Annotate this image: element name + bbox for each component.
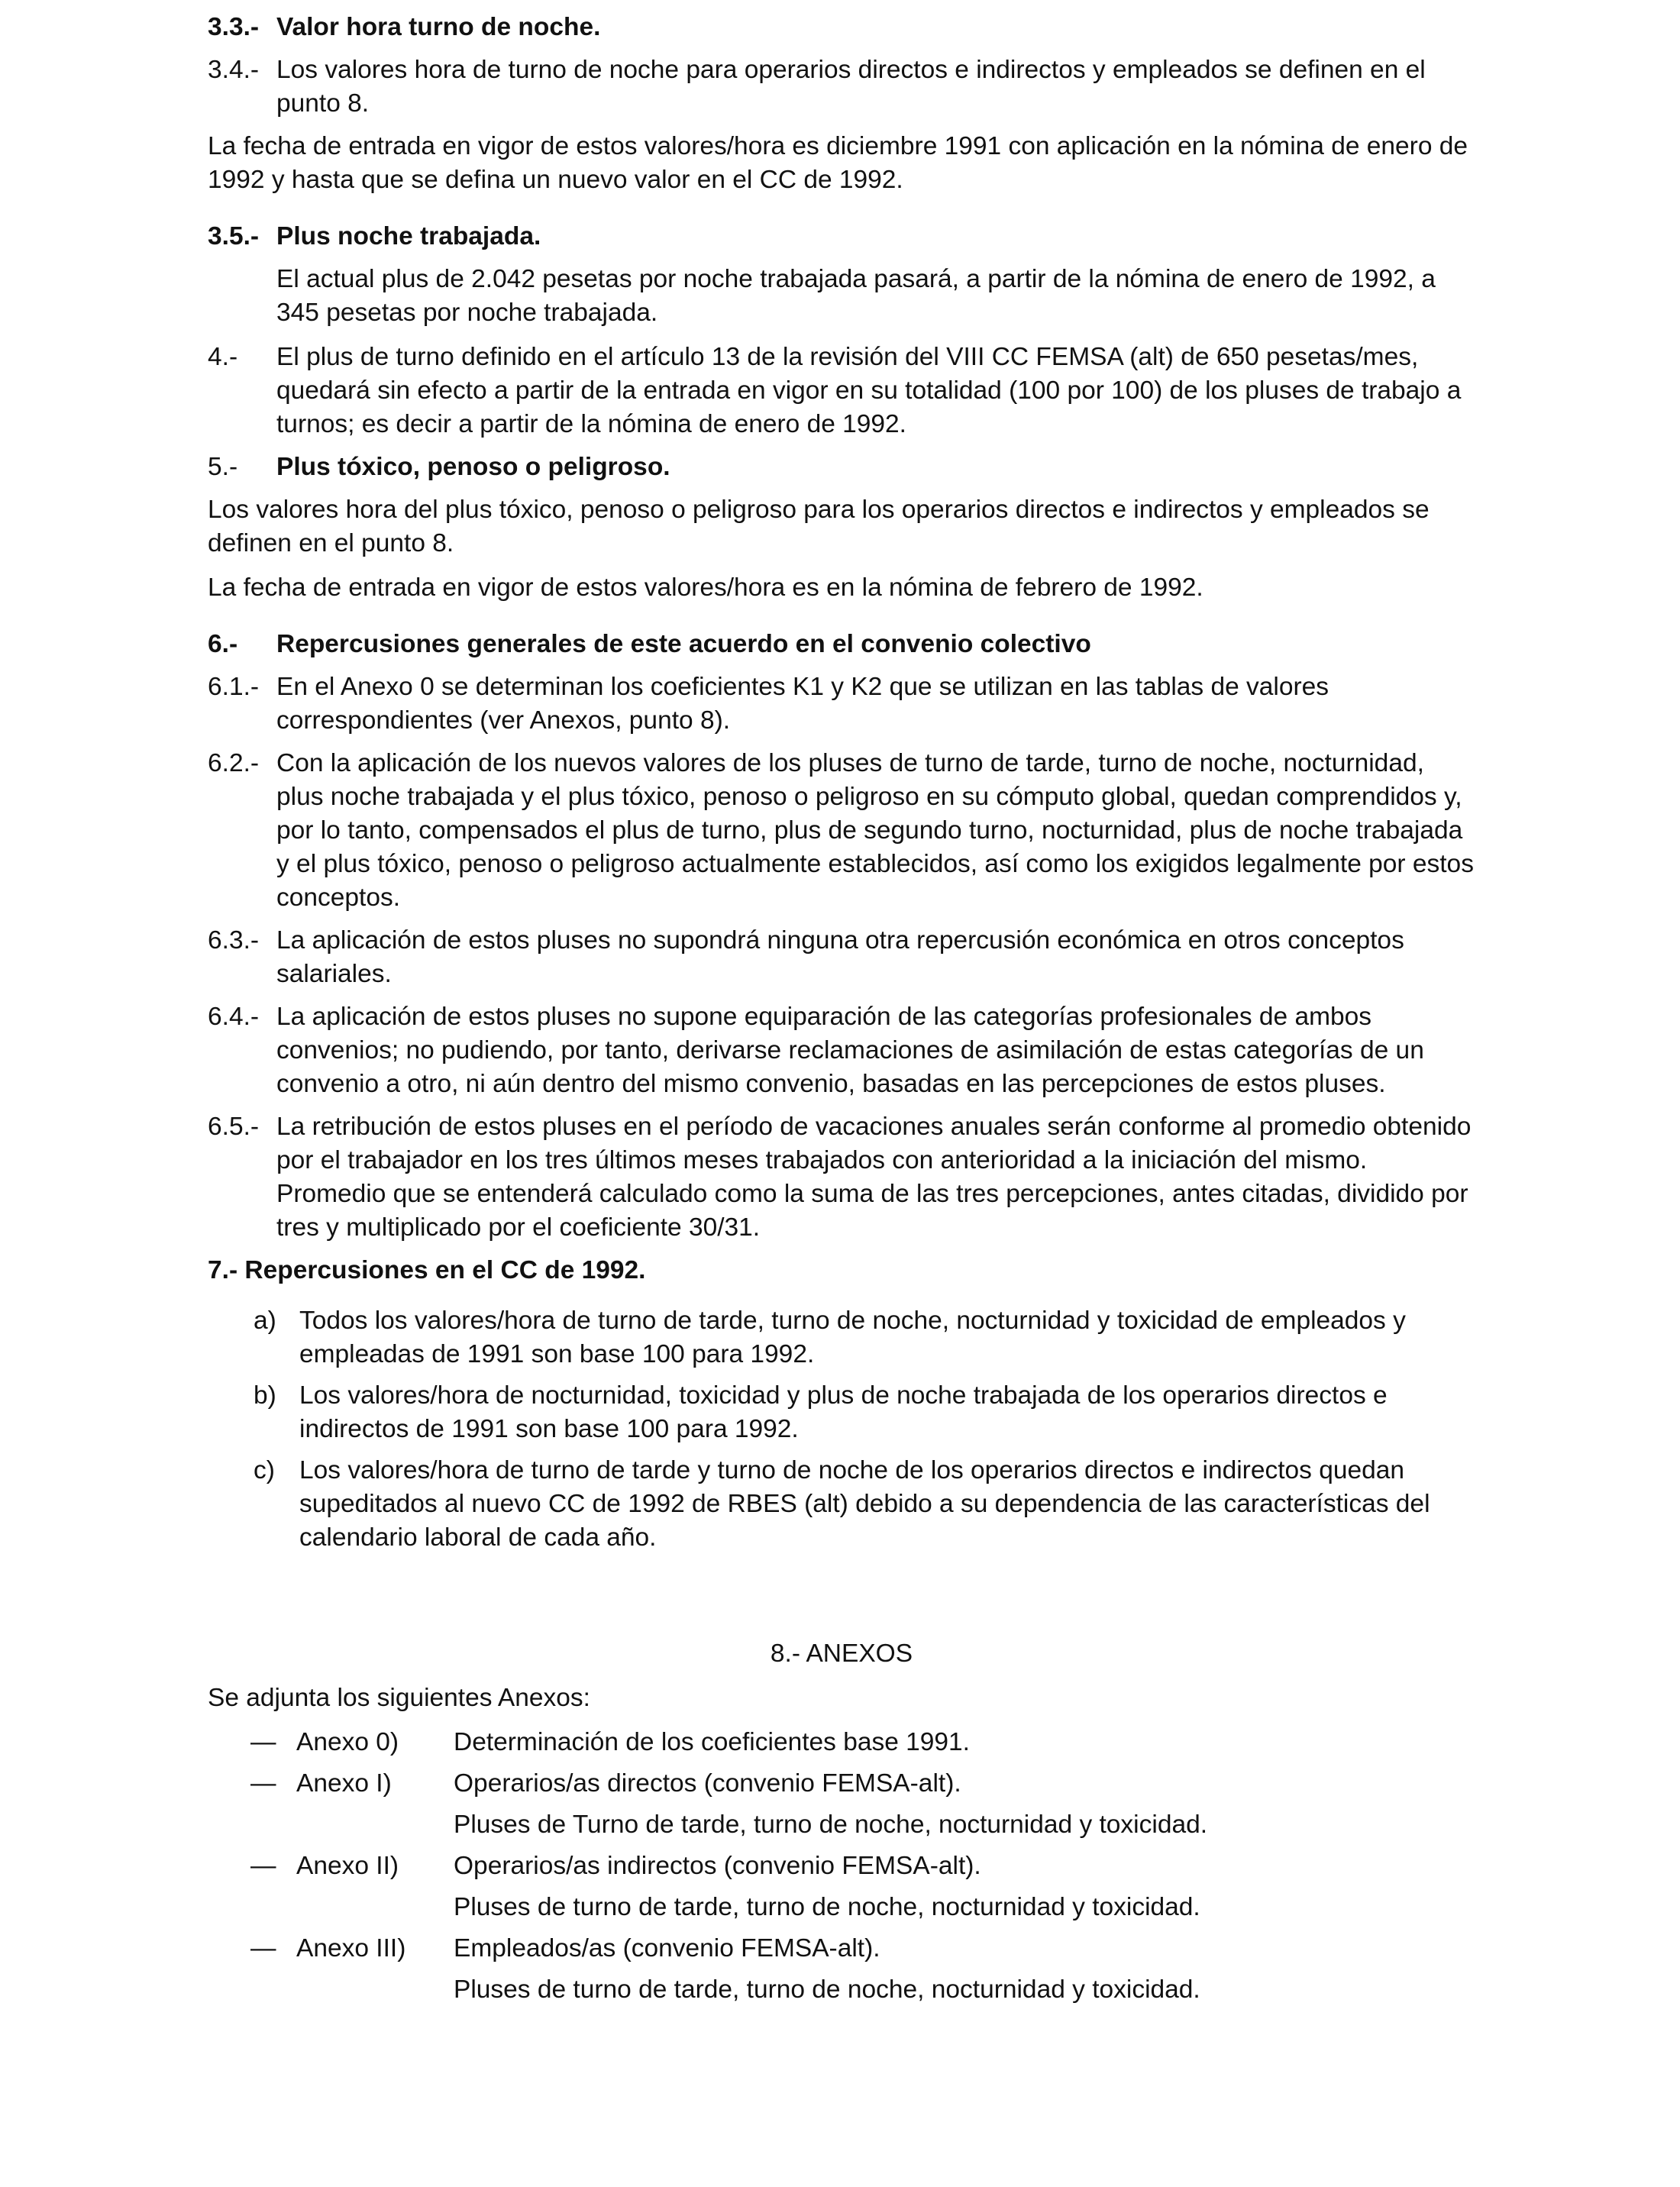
section-3-5-text: El actual plus de 2.042 pesetas por noche trabajada pasará, a partir de la nómina de enero de 1992, a 345 pesetas por noche trabajada. bbox=[276, 265, 1436, 327]
section-8-heading: 8.- ANEXOS bbox=[770, 1639, 913, 1668]
item-text: Los valores/hora de turno de tarde y turno de noche de los operarios directos e indirectos quedan supeditados al nuevo CC de 1992 de RBES (alt) debido a su dependencia de las características del calendario laboral de cada año. bbox=[299, 1456, 1430, 1552]
section-7-item-a bbox=[254, 1304, 1475, 1371]
dash-bullet: — bbox=[250, 1934, 276, 1962]
section-6-4 bbox=[208, 1000, 1475, 1101]
dash-bullet: — bbox=[250, 1852, 276, 1880]
section-4 bbox=[208, 341, 1475, 441]
anexo-row bbox=[208, 1849, 1475, 1883]
item-text: Todos los valores/hora de turno de tarde, turno de noche, nocturnidad y toxicidad de empleados y empleadas de 1991 son base 100 para 1992. bbox=[299, 1307, 1406, 1368]
anexo-label: Anexo I) bbox=[296, 1769, 392, 1798]
section-text: Los valores hora de turno de noche para operarios directos e indirectos y empleados se definen en el punto 8. bbox=[276, 56, 1426, 118]
anexo-label: Anexo 0) bbox=[296, 1728, 399, 1756]
section-3-3-heading bbox=[208, 11, 1475, 44]
anexo-description: Determinación de los coeficientes base 1991. bbox=[454, 1728, 970, 1756]
section-title: Valor hora turno de noche. bbox=[276, 13, 601, 41]
section-number: 6.5.- bbox=[208, 1113, 260, 1141]
section-number: 3.5.- bbox=[208, 222, 260, 250]
anexo-row bbox=[208, 1767, 1475, 1801]
section-number: 6.4.- bbox=[208, 1003, 260, 1031]
section-5-heading bbox=[208, 451, 1475, 484]
section-7-item-c bbox=[254, 1454, 1475, 1555]
section-number: 6.3.- bbox=[208, 926, 260, 955]
section-6-5 bbox=[208, 1110, 1475, 1245]
anexo-label: Anexo II) bbox=[296, 1852, 399, 1880]
anexo-continuation: Pluses de Turno de tarde, turno de noche, nocturnidad y toxicidad. bbox=[454, 1811, 1208, 1839]
section-7-heading: 7.- Repercusiones en el CC de 1992. bbox=[208, 1256, 646, 1284]
section-3-5-heading bbox=[208, 220, 1475, 254]
document-page bbox=[208, 11, 1475, 2014]
section-7-item-b bbox=[254, 1379, 1475, 1446]
anexo-label: Anexo III) bbox=[296, 1934, 406, 1962]
anexo-description: Empleados/as (convenio FEMSA-alt). bbox=[454, 1934, 880, 1962]
section-text: La retribución de estos pluses en el período de vacaciones anuales serán conforme al promedio obtenido por el trabajador en los tres últimos meses trabajados con anterioridad a la iniciación del mismo. Promedio que se entenderá calculado como la suma de las tres percepciones, antes citadas, dividido por tres y multiplicado por el coeficiente 30/31. bbox=[276, 1113, 1472, 1242]
anexo-row bbox=[208, 1932, 1475, 1966]
section-text: El plus de turno definido en el artículo 13 de la revisión del VIII CC FEMSA (alt) de 650 pesetas/mes, quedará sin efecto a partir de la entrada en vigor en su totalidad (100 por 100) de los pluses de trabajo a turnos; es decir a partir de la nómina de enero de 1992. bbox=[276, 343, 1462, 438]
section-6-2 bbox=[208, 747, 1475, 915]
paragraph-toxico: Los valores hora del plus tóxico, penoso o peligroso para los operarios directos e indirectos y empleados se definen en el punto 8. bbox=[208, 496, 1430, 557]
section-3-4 bbox=[208, 53, 1475, 121]
item-letter: b) bbox=[254, 1381, 276, 1410]
anexo-continuation: Pluses de turno de tarde, turno de noche, nocturnidad y toxicidad. bbox=[454, 1975, 1200, 2004]
section-number: 3.3.- bbox=[208, 13, 260, 41]
dash-bullet: — bbox=[250, 1728, 276, 1756]
section-title: Plus tóxico, penoso o peligroso. bbox=[276, 453, 670, 481]
section-text: La aplicación de estos pluses no supondrá ninguna otra repercusión económica en otros conceptos salariales. bbox=[276, 926, 1404, 988]
section-title: Plus noche trabajada. bbox=[276, 222, 541, 250]
anexos-intro: Se adjunta los siguientes Anexos: bbox=[208, 1684, 590, 1712]
section-number: 4.- bbox=[208, 343, 238, 371]
section-title: Repercusiones generales de este acuerdo en el convenio colectivo bbox=[276, 630, 1091, 658]
section-6-3 bbox=[208, 924, 1475, 991]
section-text: La aplicación de estos pluses no supone equiparación de las categorías profesionales de ambos convenios; no pudiendo, por tanto, derivarse reclamaciones de asimilación de estas categorías de un convenio a otro, ni aún dentro del mismo convenio, basadas en las percepciones de estos pluses. bbox=[276, 1003, 1424, 1098]
paragraph-vigor-2: La fecha de entrada en vigor de estos valores/hora es en la nómina de febrero de 1992. bbox=[208, 573, 1203, 602]
section-number: 5.- bbox=[208, 453, 238, 481]
section-number: 3.4.- bbox=[208, 56, 260, 84]
section-6-1 bbox=[208, 670, 1475, 738]
section-text: En el Anexo 0 se determinan los coeficientes K1 y K2 que se utilizan en las tablas de valores correspondientes (ver Anexos, punto 8). bbox=[276, 673, 1329, 735]
item-letter: a) bbox=[254, 1307, 276, 1335]
section-text: Con la aplicación de los nuevos valores de los pluses de turno de tarde, turno de noche, nocturnidad, plus noche trabajada y el plus tóxico, penoso o peligroso en su cómputo global, quedan comprendidos y, por lo tanto, compensados el plus de turno, plus de segundo turno, nocturnidad, plus de noche trabajada y el plus tóxico, penoso o peligroso actualmente establecidos, así como los exigidos legalmente por estos conceptos. bbox=[276, 749, 1474, 912]
section-number: 6.2.- bbox=[208, 749, 260, 777]
anexo-continuation: Pluses de turno de tarde, turno de noche, nocturnidad y toxicidad. bbox=[454, 1893, 1200, 1921]
section-number: 6.1.- bbox=[208, 673, 260, 701]
section-6-heading bbox=[208, 628, 1475, 661]
anexo-row bbox=[208, 1726, 1475, 1759]
item-letter: c) bbox=[254, 1456, 275, 1484]
item-text: Los valores/hora de nocturnidad, toxicidad y plus de noche trabajada de los operarios directos e indirectos de 1991 son base 100 para 1992. bbox=[299, 1381, 1388, 1443]
paragraph-vigor-1: La fecha de entrada en vigor de estos valores/hora es diciembre 1991 con aplicación en la nómina de enero de 1992 y hasta que se defina un nuevo valor en el CC de 1992. bbox=[208, 132, 1468, 194]
dash-bullet: — bbox=[250, 1769, 276, 1798]
anexo-description: Operarios/as directos (convenio FEMSA-alt). bbox=[454, 1769, 961, 1798]
section-number: 6.- bbox=[208, 630, 238, 658]
anexo-description: Operarios/as indirectos (convenio FEMSA-alt). bbox=[454, 1852, 981, 1880]
